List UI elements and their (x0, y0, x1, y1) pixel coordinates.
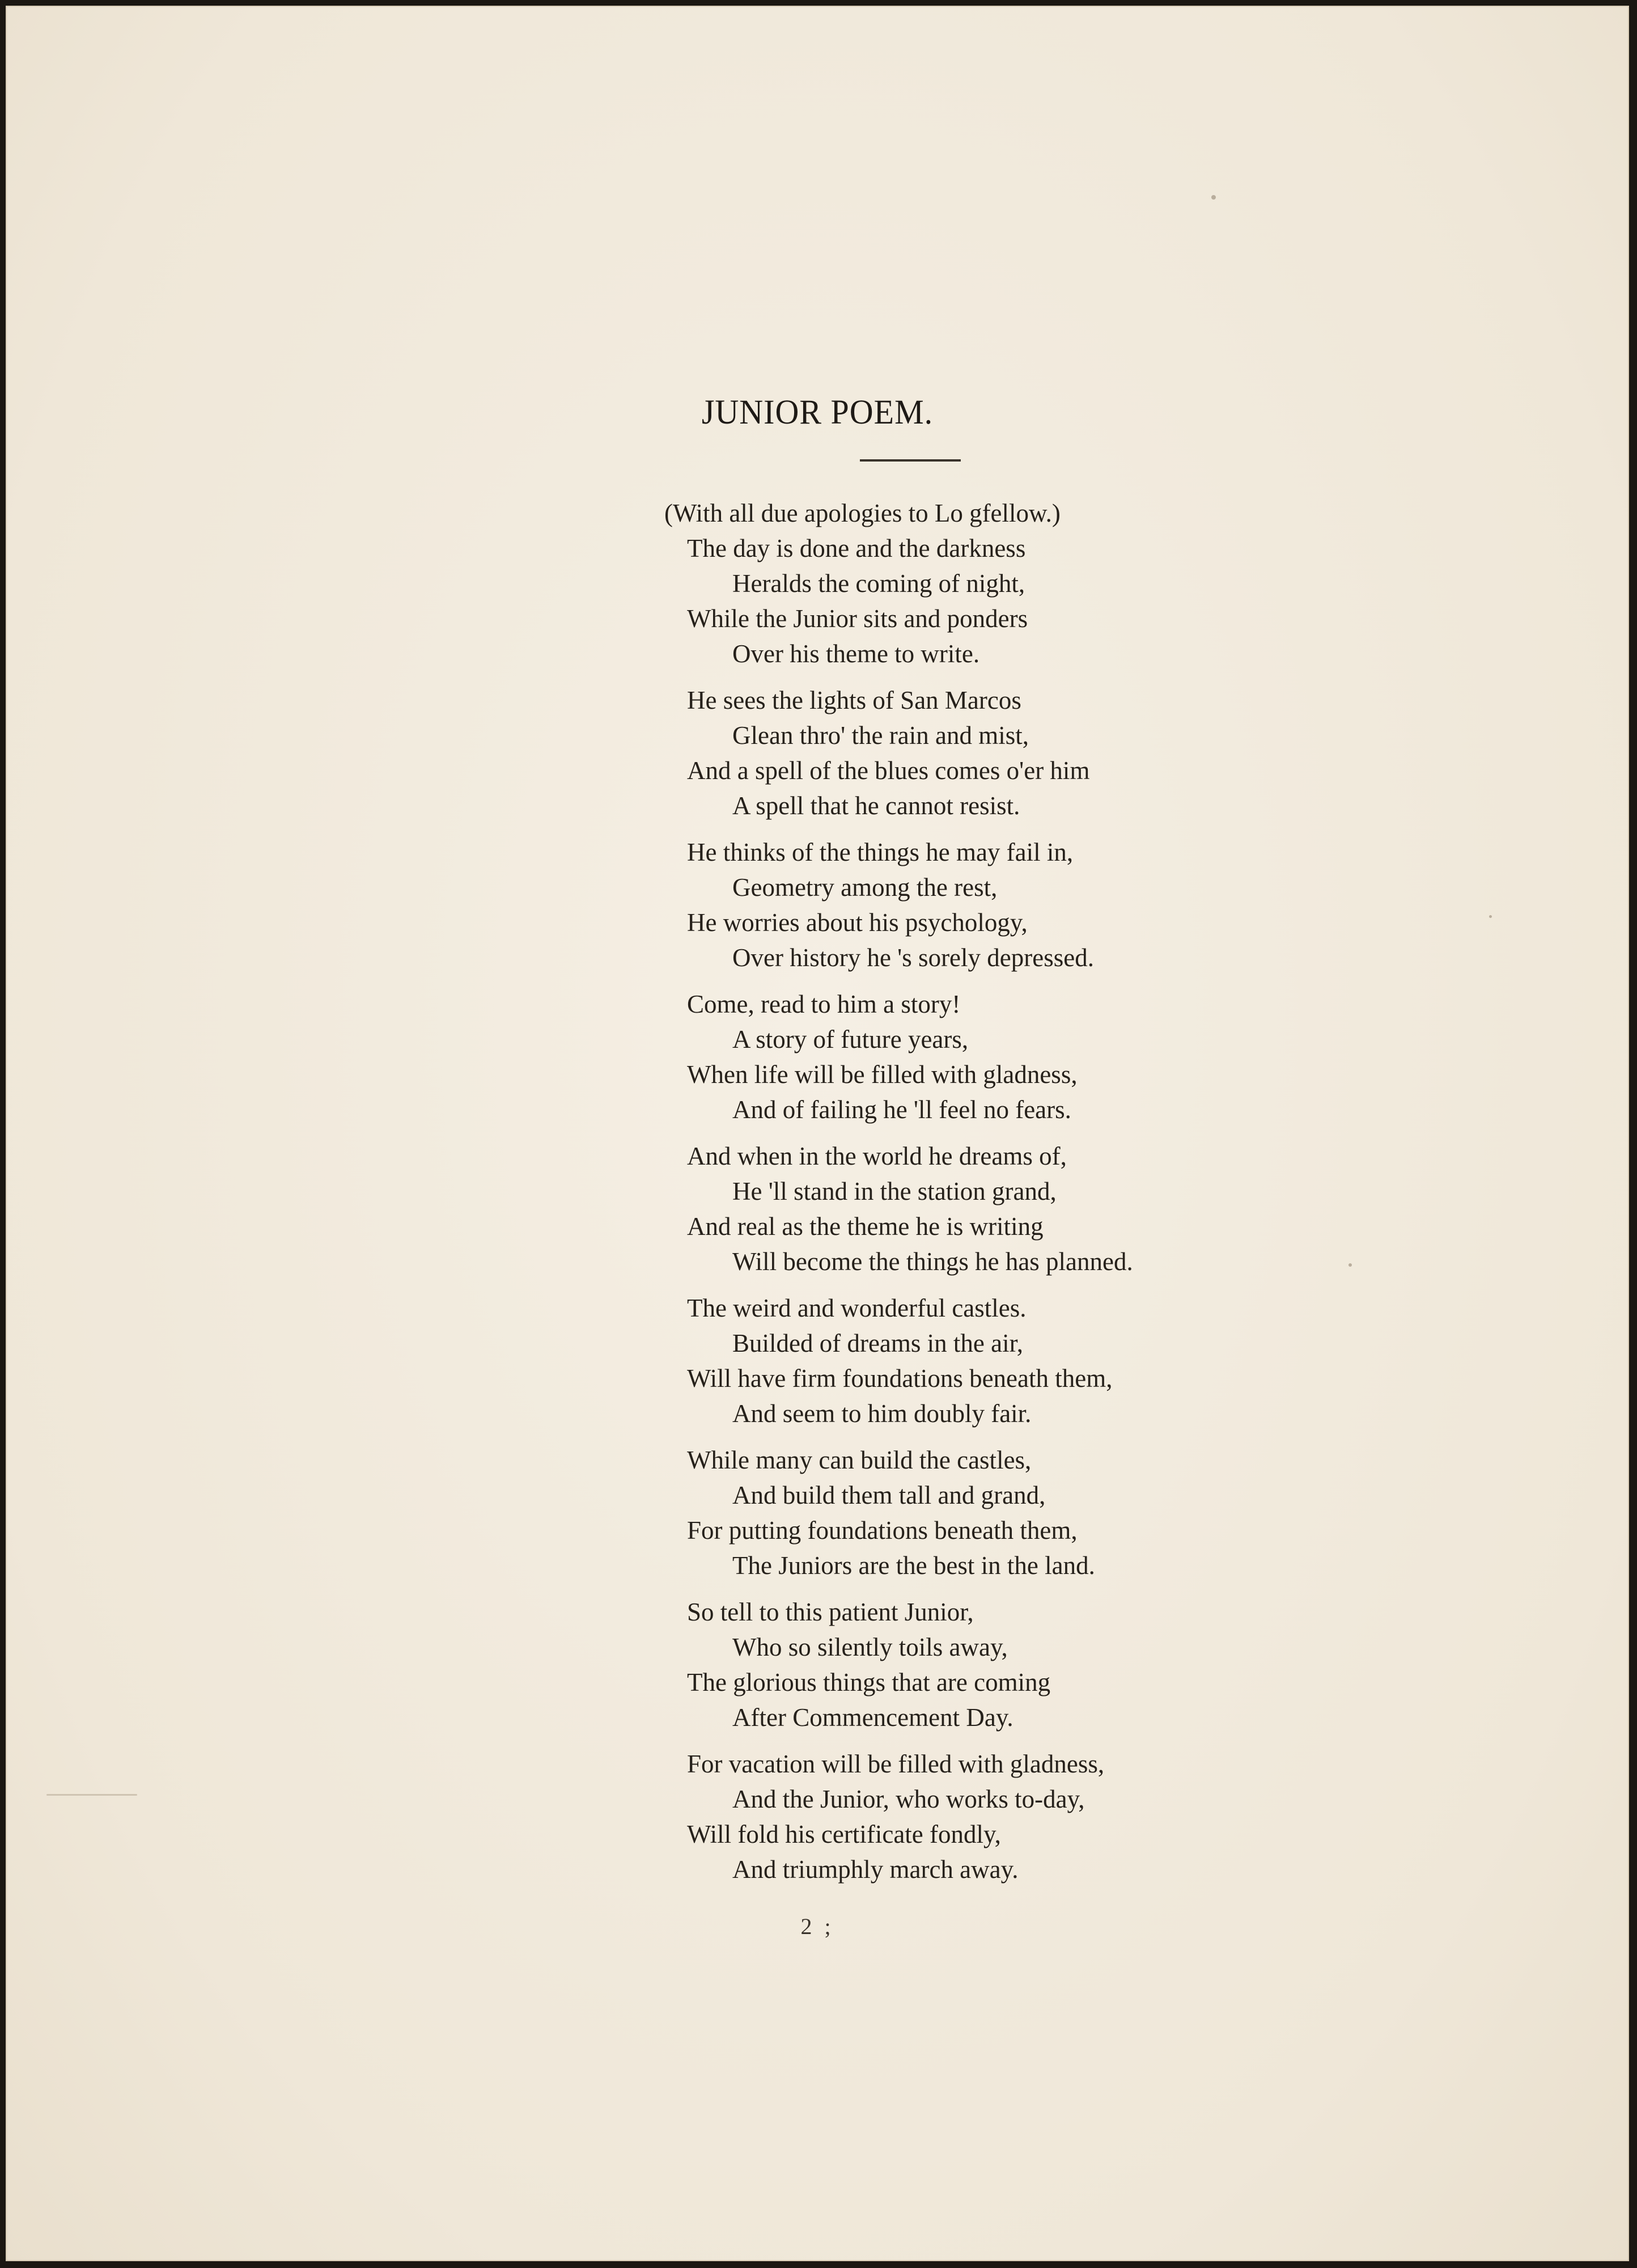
poem-line: And of failing he 'll feel no fears. (732, 1095, 1071, 1124)
stanza (659, 987, 1311, 1127)
paper-speck (1348, 1263, 1352, 1267)
stanza (659, 835, 1311, 975)
stanza (659, 1594, 1311, 1735)
stanza (659, 1746, 1311, 1887)
poem-line: And the Junior, who works to-day, (732, 1785, 1085, 1813)
poem-line: He 'll stand in the station grand, (732, 1177, 1057, 1205)
poem-line: The weird and wonderful castles. (687, 1294, 1027, 1322)
poem-line: Over his theme to write. (732, 640, 980, 668)
poem-line: Glean thro' the rain and mist, (732, 721, 1029, 750)
poem-line: And when in the world he dreams of, (687, 1142, 1067, 1170)
poem-line: Geometry among the rest, (732, 873, 998, 902)
poem-line: When life will be filled with gladness, (687, 1060, 1078, 1089)
poem-line: He sees the lights of San Marcos (687, 686, 1021, 714)
poem-subtitle: (With all due apologies to Lo gfellow.) (664, 499, 1061, 527)
poem-line: The day is done and the darkness (687, 534, 1026, 562)
poem-line: After Commencement Day. (732, 1703, 1013, 1732)
poem-line: And a spell of the blues comes o'er him (687, 756, 1090, 785)
poem-line: A story of future years, (732, 1025, 969, 1053)
poem-line: Builded of dreams in the air, (732, 1329, 1024, 1357)
paper-speck (1211, 195, 1216, 200)
stanza (659, 683, 1311, 823)
poem-line: While the Junior sits and ponders (687, 604, 1028, 633)
poem-line: Will have firm foundations beneath them, (687, 1364, 1113, 1393)
poem-line: He thinks of the things he may fail in, (687, 838, 1074, 866)
poem-line: For vacation will be filled with gladness, (687, 1750, 1105, 1778)
poem-line: And build them tall and grand, (732, 1481, 1046, 1509)
poem-line: The glorious things that are coming (687, 1668, 1051, 1696)
stanza (659, 1139, 1311, 1279)
poem-line: Over history he 's sorely depressed. (732, 943, 1094, 972)
poem-line: Come, read to him a story! (687, 990, 961, 1018)
stanza (659, 531, 1311, 671)
title-divider (860, 459, 961, 462)
poem-line: And seem to him doubly fair. (732, 1399, 1032, 1428)
poem-line: For putting foundations beneath them, (687, 1516, 1078, 1545)
stanza (659, 1290, 1311, 1431)
poem-line: Will fold his certificate fondly, (687, 1820, 1001, 1848)
document-page (6, 6, 1629, 2261)
poem-line: A spell that he cannot resist. (732, 792, 1020, 820)
poem-line: The Juniors are the best in the land. (732, 1551, 1095, 1580)
poem-line: Will become the things he has planned. (732, 1247, 1133, 1276)
poem-body (659, 496, 1311, 1898)
poem-title: JUNIOR POEM. (701, 392, 934, 431)
poem-line: And triumphly march away. (732, 1855, 1019, 1884)
stanza (659, 1442, 1311, 1583)
poem-line: Who so silently toils away, (732, 1633, 1008, 1661)
stanza-list (659, 531, 1311, 1887)
poem-line: He worries about his psychology, (687, 908, 1028, 937)
poem-line: Heralds the coming of night, (732, 569, 1025, 598)
poem-line: And real as the theme he is writing (687, 1212, 1044, 1241)
poem-line: So tell to this patient Junior, (687, 1598, 974, 1626)
poem-line: While many can build the castles, (687, 1446, 1032, 1474)
paper-speck (1489, 915, 1492, 918)
page-number: 2 ; (800, 1914, 834, 1939)
paper-smudge (46, 1794, 137, 1796)
